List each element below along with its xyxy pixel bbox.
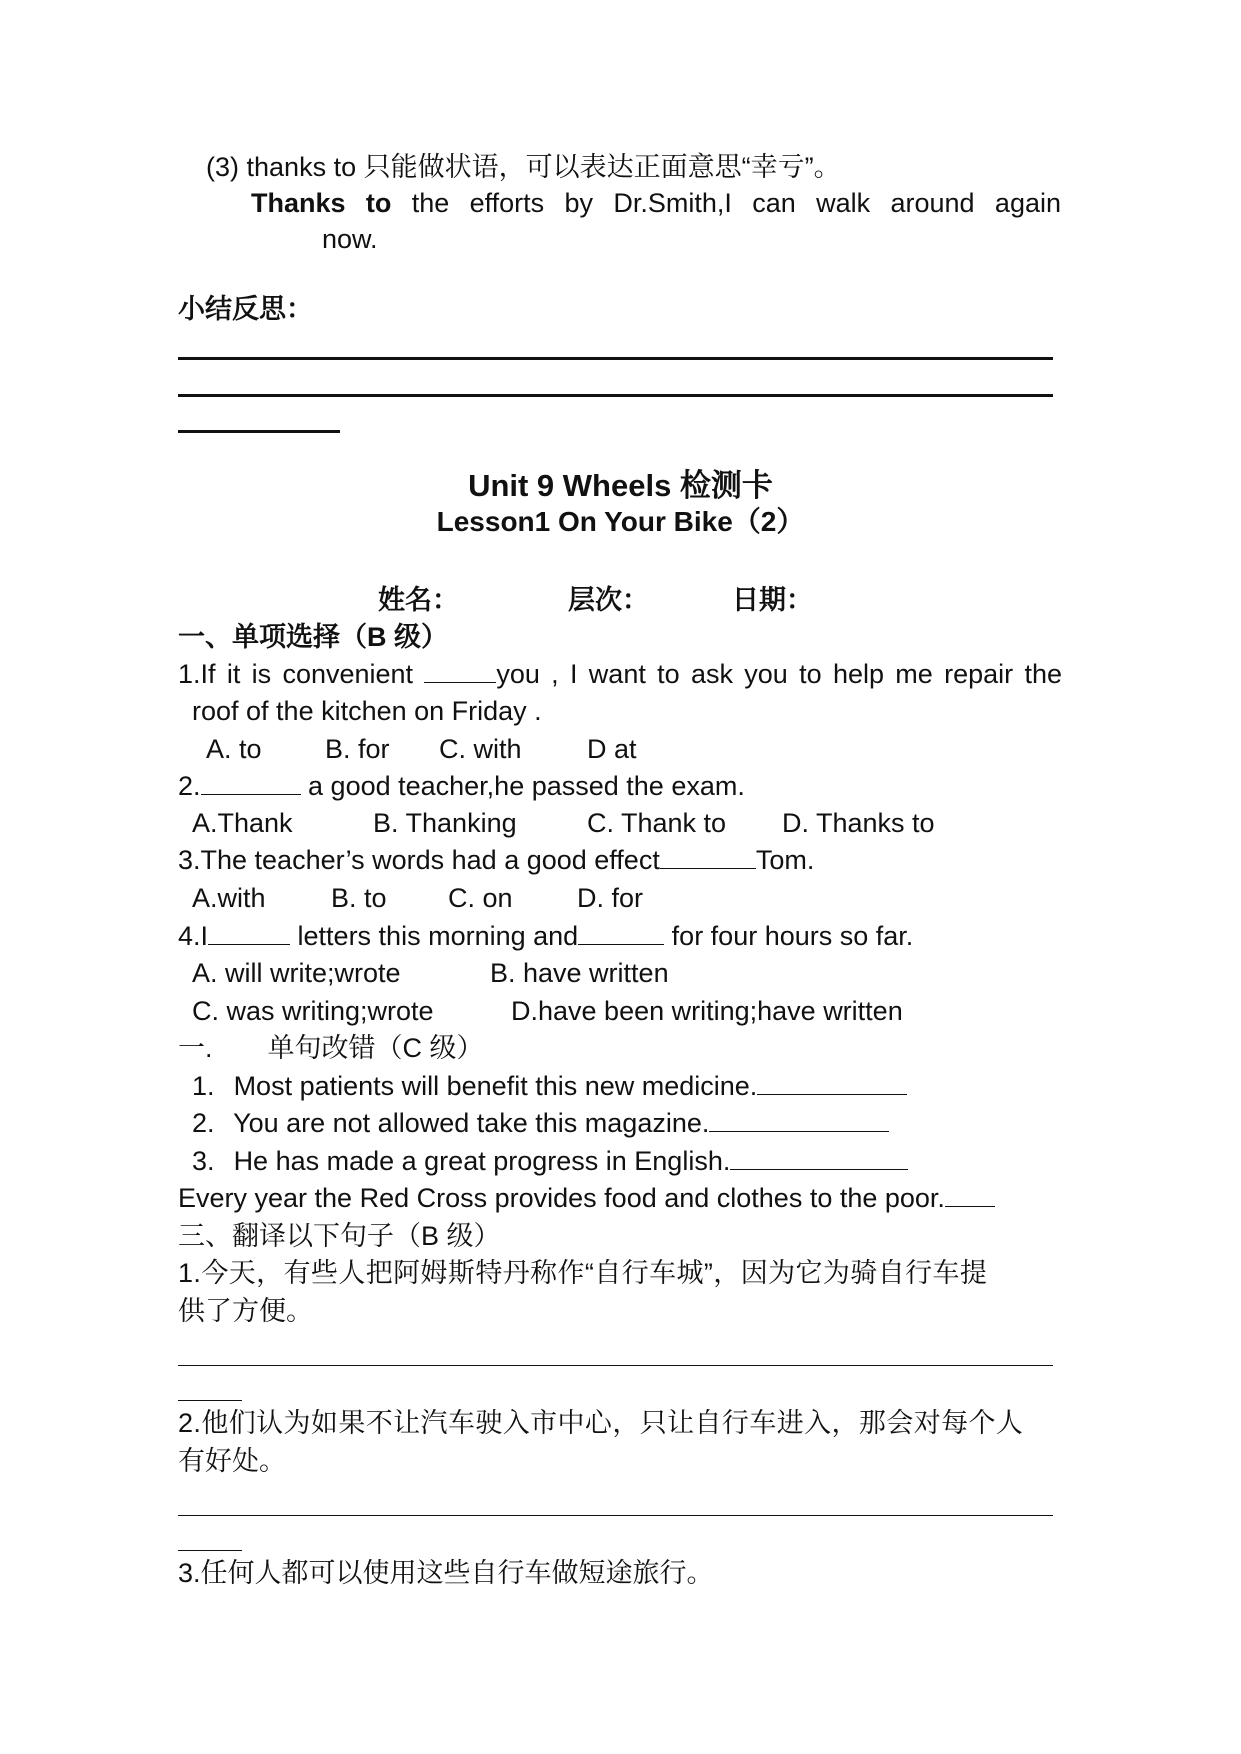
question-2-blank xyxy=(201,770,301,795)
question-3-option-c: C. on xyxy=(448,883,513,913)
question-2-option-c: C. Thank to xyxy=(587,808,727,838)
question-4-blank-2 xyxy=(578,920,664,945)
note-item-3-label: (3) xyxy=(206,152,239,182)
question-2-text-after: a good teacher,he passed the exam. xyxy=(300,771,745,801)
translation-1-answer-line-2 xyxy=(178,1400,242,1401)
correction-item-3 xyxy=(192,1144,908,1178)
question-3-text-after: Tom. xyxy=(755,845,815,875)
question-4-text-middle: letters this morning and xyxy=(290,921,579,951)
question-1 xyxy=(178,657,1062,691)
correction-item-4 xyxy=(178,1181,995,1215)
correction-item-3-number: 3. xyxy=(192,1146,215,1176)
translation-1-line-2: 供了方便。 xyxy=(178,1296,313,1326)
translation-3: 3.任何人都可以使用这些自行车做短途旅行。 xyxy=(178,1558,714,1588)
question-4-text-after: for four hours so far. xyxy=(664,921,914,951)
summary-line-1 xyxy=(178,357,1053,360)
correction-item-2-blank xyxy=(709,1107,889,1132)
correction-item-4-blank xyxy=(945,1182,995,1207)
section-2-heading-number: 一. xyxy=(178,1033,213,1063)
correction-item-1-number: 1. xyxy=(192,1071,215,1101)
question-4-text-before: 4.I xyxy=(178,921,209,951)
level-label: 层次： xyxy=(568,585,649,615)
question-3-option-b: B. to xyxy=(331,883,387,913)
question-3 xyxy=(178,843,814,877)
question-2-option-b: B. Thanking xyxy=(373,808,517,838)
correction-item-2-number: 2. xyxy=(192,1108,215,1138)
question-3-option-d: D. for xyxy=(577,883,644,913)
date-label: 日期： xyxy=(732,585,813,615)
page-subtitle: Lesson1 On Your Bike（2） xyxy=(436,506,805,537)
translation-2-answer-line-1 xyxy=(178,1515,1053,1516)
question-1-blank xyxy=(424,658,496,683)
section-2-heading xyxy=(178,1031,484,1065)
correction-item-3-text: He has made a great progress in English. xyxy=(233,1146,731,1176)
question-2 xyxy=(178,769,745,803)
correction-item-2-text: You are not allowed take this magazine. xyxy=(233,1108,710,1138)
question-1-option-b: B. for xyxy=(325,734,390,764)
summary-line-2 xyxy=(178,394,1053,397)
summary-heading: 小结反思： xyxy=(178,294,313,324)
note-item-3-text: thanks to 只能做状语，可以表达正面意思“幸亏”。 xyxy=(246,152,841,182)
translation-2-answer-line-2 xyxy=(178,1550,242,1551)
question-4-option-c: C. was writing;wrote xyxy=(192,996,434,1026)
correction-item-1-text: Most patients will benefit this new medicine. xyxy=(233,1071,758,1101)
question-4-option-a: A. will write;wrote xyxy=(192,958,401,988)
question-3-text-before: 3.The teacher’s words had a good effect xyxy=(178,845,660,875)
correction-item-1-blank xyxy=(757,1070,907,1095)
section-3-heading: 三、翻译以下句子（B 级） xyxy=(178,1221,501,1251)
question-2-option-a: A.Thank xyxy=(192,808,293,838)
question-3-blank xyxy=(660,844,756,869)
correction-item-1 xyxy=(192,1069,907,1103)
question-4-option-d: D.have been writing;have written xyxy=(511,996,903,1026)
note-item-3 xyxy=(206,150,841,184)
question-4-option-b: B. have written xyxy=(490,958,669,988)
correction-item-3-blank xyxy=(730,1145,908,1170)
question-2-text-before: 2. xyxy=(178,771,201,801)
example-bold-phrase: Thanks to xyxy=(251,188,392,218)
translation-1-answer-line-1 xyxy=(178,1365,1053,1366)
section-1-heading: 一、单项选择（B 级） xyxy=(178,622,448,652)
correction-item-2 xyxy=(192,1106,889,1140)
question-4 xyxy=(178,919,913,953)
question-1-text-before: 1.If it is convenient xyxy=(178,659,425,689)
page-title: Unit 9 Wheels 检测卡 xyxy=(468,468,773,503)
question-4-blank-1 xyxy=(208,920,290,945)
question-3-option-a: A.with xyxy=(192,883,266,913)
example-continuation: now. xyxy=(322,224,378,254)
question-1-option-a: A. to xyxy=(206,734,262,764)
translation-1-line-1: 1.今天，有些人把阿姆斯特丹称作“自行车城”，因为它为骑自行车提 xyxy=(178,1258,988,1288)
summary-line-3 xyxy=(178,430,340,433)
question-2-option-d: D. Thanks to xyxy=(782,808,935,838)
translation-2-line-1: 2.他们认为如果不让汽车驶入市中心，只让自行车进入，那会对每个人 xyxy=(178,1408,1024,1438)
question-1-option-c: C. with xyxy=(439,734,522,764)
translation-2-line-2: 有好处。 xyxy=(178,1446,286,1476)
example-sentence xyxy=(251,186,1061,220)
section-2-heading-text: 单句改错（C 级） xyxy=(267,1033,484,1063)
example-rest: the efforts by Dr.Smith,I can walk around again xyxy=(411,188,1061,218)
name-label: 姓名： xyxy=(378,585,459,615)
question-1-option-d: D at xyxy=(587,734,637,764)
question-1-continuation: roof of the kitchen on Friday . xyxy=(192,696,542,726)
question-1-text-after: you , I want to ask you to help me repair the xyxy=(496,659,1062,689)
correction-item-4-text: Every year the Red Cross provides food and clothes to the poor. xyxy=(178,1183,945,1213)
